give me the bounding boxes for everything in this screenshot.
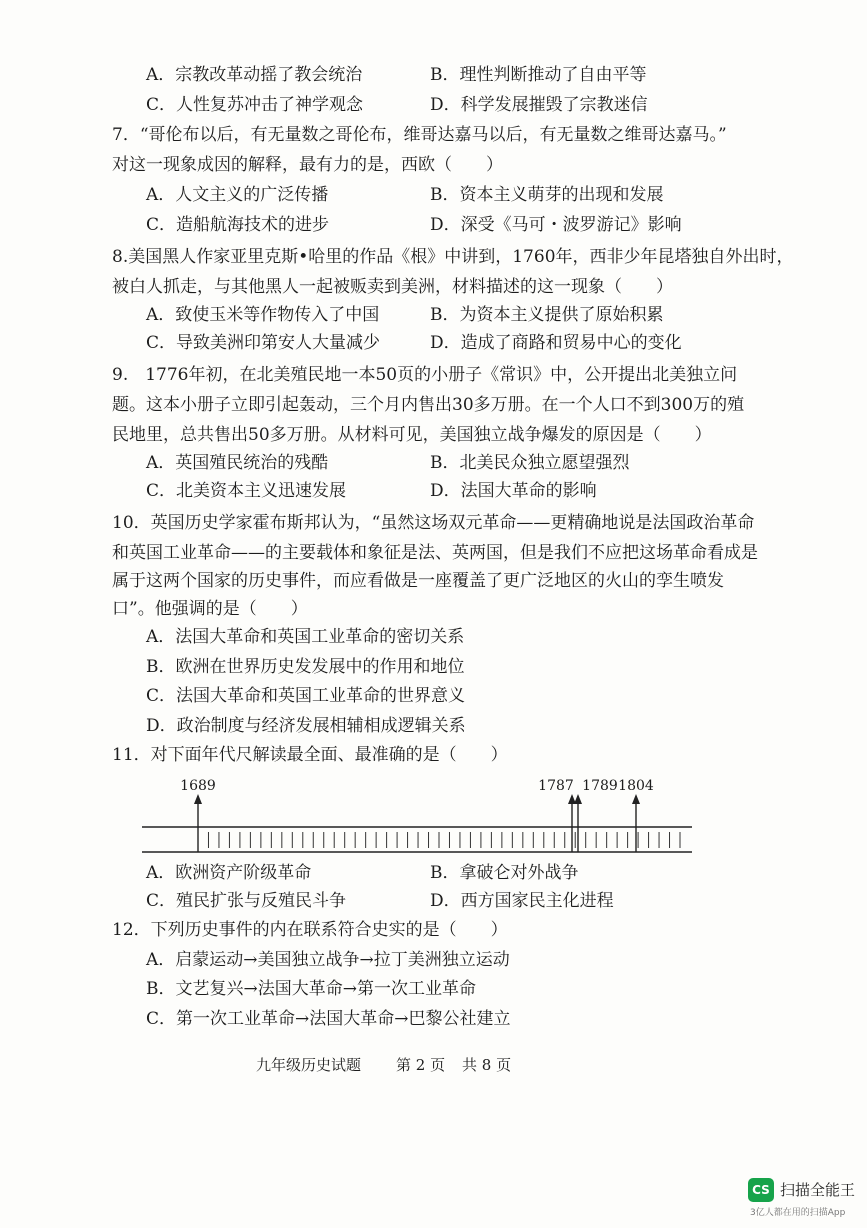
q6-option-a: A．宗教改革动摇了教会统治 xyxy=(146,65,363,85)
q9-option-b: B．北美民众独立愿望强烈 xyxy=(430,453,630,473)
timeline-arrowhead-1789 xyxy=(574,794,582,804)
q8-option-b: B．为资本主义提供了原始积累 xyxy=(430,305,664,325)
q9-option-d: D．法国大革命的影响 xyxy=(430,481,597,501)
q8-option-c: C．导致美洲印第安人大量减少 xyxy=(146,333,381,353)
q10-option-a: A．法国大革命和英国工业革命的密切关系 xyxy=(146,627,465,647)
q7-option-c: C．造船航海技术的进步 xyxy=(146,215,330,235)
q9-stem-line2: 题。这本小册子立即引起轰动，三个月内售出30多万册。在一个人口不到300万的殖 xyxy=(112,395,745,415)
q7-option-d: D．深受《马可・波罗游记》影响 xyxy=(430,215,682,235)
q8-stem-line2: 被白人抓走，与其他黑人一起被贩卖到美洲，材料描述的这一现象（ ） xyxy=(112,277,673,297)
q9-option-c: C．北美资本主义迅速发展 xyxy=(146,481,347,501)
q11-stem: 11．对下面年代尺解读最全面、最准确的是（ ） xyxy=(112,745,508,765)
footer-total-pages: 共 8 页 xyxy=(462,1056,512,1074)
q12-option-b: B．文艺复兴→法国大革命→第一次工业革命 xyxy=(146,979,476,999)
q9-stem-line1: 9. 1776年初，在北美殖民地一本50页的小册子《常识》中，公开提出北美独立问 xyxy=(112,365,738,385)
watermark-app-name: 扫描全能王 xyxy=(780,1181,856,1199)
q7-stem-line2: 对这一现象成因的解释，最有力的是，西欧（ ） xyxy=(112,155,503,175)
q8-option-d: D．造成了商路和贸易中心的变化 xyxy=(430,333,682,353)
q9-stem-line3: 民地里，总共售出50多万册。从材料可见，美国独立战争爆发的原因是（ ） xyxy=(112,425,712,445)
q10-option-b: B．欧洲在世界历史发发展中的作用和地位 xyxy=(146,657,465,677)
q10-option-d: D．政治制度与经济发展相辅相成逻辑关系 xyxy=(146,716,466,736)
q10-stem-line2: 和英国工业革命——的主要载体和象征是法、英两国，但是我们不应把这场革命看成是 xyxy=(112,543,758,563)
q10-stem-line1: 10．英国历史学家霍布斯邦认为，“虽然这场双元革命——更精确地说是法国政治革命 xyxy=(112,513,755,533)
q12-stem: 12．下列历史事件的内在联系符合史实的是（ ） xyxy=(112,920,508,940)
q10-option-c: C．法国大革命和英国工业革命的世界意义 xyxy=(146,686,466,706)
q7-stem-line1: 7．“哥伦布以后，有无量数之哥伦布，维哥达嘉马以后，有无量数之维哥达嘉马。” xyxy=(112,125,727,145)
q8-option-a: A．致使玉米等作物传入了中国 xyxy=(146,305,380,325)
q6-option-c: C．人性复苏冲击了神学观念 xyxy=(146,95,364,115)
timeline-year-1804: 1804 xyxy=(618,778,654,794)
timeline-arrowhead-1804 xyxy=(632,794,640,804)
q12-option-a: A．启蒙运动→美国独立战争→拉丁美洲独立运动 xyxy=(146,950,510,970)
q6-option-b: B．理性判断推动了自由平等 xyxy=(430,65,647,85)
timeline-year-1787: 1787 xyxy=(538,778,574,794)
q7-option-a: A．人文主义的广泛传播 xyxy=(146,185,329,205)
timeline-ruler xyxy=(140,770,695,862)
q11-option-a: A．欧洲资产阶级革命 xyxy=(146,863,312,883)
q8-stem-line1: 8.美国黑人作家亚里克斯•哈里的作品《根》中讲到，1760年，西非少年昆塔独自外出时， xyxy=(112,247,794,267)
q10-stem-line3: 属于这两个国家的历史事件，而应看做是一座覆盖了更广泛地区的火山的孪生喷发 xyxy=(112,571,724,591)
page-footer xyxy=(0,1052,867,1078)
watermark-tagline: 3亿人都在用的扫描App xyxy=(750,1208,846,1218)
q9-option-a: A．英国殖民统治的残酷 xyxy=(146,453,329,473)
footer-subject: 九年级历史试题 xyxy=(256,1056,362,1074)
q6-option-d: D．科学发展摧毁了宗教迷信 xyxy=(430,95,648,115)
scanner-watermark xyxy=(748,1174,858,1222)
q7-option-b: B．资本主义萌芽的出现和发展 xyxy=(430,185,664,205)
q12-option-c: C．第一次工业革命→法国大革命→巴黎公社建立 xyxy=(146,1009,511,1029)
footer-page-number: 第 2 页 xyxy=(396,1056,446,1074)
q11-option-d: D．西方国家民主化进程 xyxy=(430,891,614,911)
camscanner-logo-icon: CS xyxy=(748,1178,774,1202)
timeline-arrowhead-1689 xyxy=(194,794,202,804)
q11-option-b: B．拿破仑对外战争 xyxy=(430,863,579,883)
timeline-year-1789: 1789 xyxy=(582,778,618,794)
q11-option-c: C．殖民扩张与反殖民斗争 xyxy=(146,891,347,911)
q10-stem-line4: 口”。他强调的是（ ） xyxy=(112,599,308,619)
timeline-year-1689: 1689 xyxy=(180,778,216,794)
